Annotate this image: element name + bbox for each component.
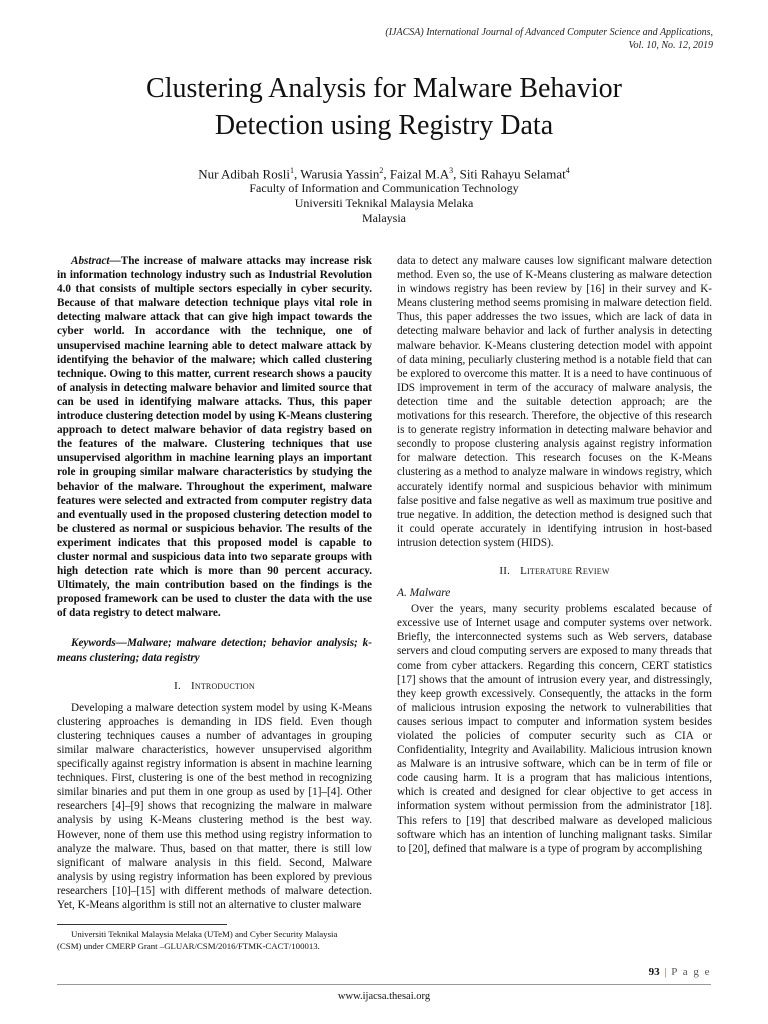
page-number [649,966,711,978]
author-affiliation-mark: 3 [449,166,454,175]
page-number-separator: | [664,966,667,978]
paper-title [40,70,728,144]
author-list: Nur Adibah Rosli$^1$, Warusia Yassin$^2$, Faizal $M.A^3$, Siti Rahayu Selamat$^4$ [198,166,570,182]
author-name: Siti Rahayu Selamat [459,166,566,182]
title-line-1: Clustering Analysis for Malware Behavior [146,73,622,104]
author-affiliation-mark: 1 [289,166,294,175]
section-number: II. [499,564,511,577]
author-name: Faizal M.A [389,166,450,182]
keywords [57,636,372,664]
page-label: P a g e [671,966,711,978]
section-number: I. [174,679,181,692]
left-column [57,254,372,912]
introduction-paragraph-continued: data to detect any malware causes low significant malware detection method. Even so, the use of K-Means clustering as malware detection in windows registry has been review by [16] in their survey and K-Means clustering method seems promising in malware detection field. Thus, this paper addresses the two issues, which are lack of data in detecting malware behavior and lack of further analysis in detecting malware behavior. K-Means clustering detection model with appoint of data mining, peculiarly clustering method is a notable field that can be explored to overcome this matter. It is a need to have continuous of IDS improvement in term of the accuracy of malware analysis, the detection time and the suitable detection approach; are the motivations for this research. Therefore, the objective of this research is to generate registry information in detecting malware behavior and secondly to propose clustering analysis against registry information for malware detection. This research focuses on the K-Means clustering as a method to analyze malware in windows registry, which accurately identify normal and suspicious behavior with minimum false positive and false negative as well as maximum true positive and true negative. In addition, the detection method is designed such that it could operate accurately in identifying intrusion in host-based intrusion detection system (HIDS). [397,255,712,549]
title-line-2: Detection using Registry Data [214,110,554,141]
author-affiliation-mark: 2 [379,166,384,175]
affiliation-faculty: Faculty of Information and Communication Technology [249,181,519,195]
keywords-label: Keywords [71,637,116,650]
affiliation-country: Malaysia [362,211,406,225]
section-title: Literature Review [520,564,610,577]
abstract [57,254,372,620]
section-heading-literature-review [397,564,712,578]
author-name: Warusia Yassin [300,166,380,182]
footer-divider [57,984,711,985]
right-column [397,254,712,856]
abstract-label: Abstract [71,255,110,267]
running-header [253,26,713,52]
journal-volume: Vol. 10, No. 12, 2019 [628,40,713,51]
malware-paragraph: Over the years, many security problems escalated because of excessive use of Internet usage and computer systems over network. Briefly, the interconnected systems such as Web servers, database servers and cloud computing servers are exposed to many threads that come from cyber attackers. Regarding this concern, CERT statistics [17] shows that the amount of intrusion every year, and distressingly, they keep growth excessively. Consequently, the attacks in the form of malicious intrusion exposing the network to vulnerabilities that causes serious impact to computer and information system besides violated the policies of computer security such as CIA or Confidentiality, Integrity and Availability. Malicious intrusion known as Malware is an intrusive software, which can be in term of file or code causing harm. It is a program that has malicious intentions, which is created and designed for clear objective to get access in information system without permission from the administrator [18]. This refers to [19] that described malware as developed malicious software which has an intention of lunching malignant tasks. Similar to [20], defined that malware is a type of program by accomplishing [397,603,712,855]
introduction-paragraph: Developing a malware detection system model by using K-Means clustering approaches is demanding in IDS field. Even though clustering techniques causes a number of advantages in grouping similar malware characteristics, however unsupervised algorithm specifically against registry information is absent in machine learning techniques. First, clustering is one of the best method in recognizing similar binaries and put them in one group as used by [1]–[4]. Other researchers [4]–[9] shows that recognizing the malware in malware analysis by using K-Means clustering method is the best way. However, none of them use this method using registry information to analyze the malware. Thus, based on that matter, there is still low significant of malware analysis in this field. Second, Malware analysis by using registry information has been explored by previous researchers [10]–[15] with different methods of malware detection. Yet, K-Means algorithm is still not an alternative to cluster malware [57,701,372,912]
section-heading-introduction [57,679,372,693]
footnote: Universiti Teknikal Malaysia Melaka (UTeM) and Cyber Security Malaysia (CSM) under CMERP Grant –GLUAR/CSM/2016/FTMK-CACT/100013. [57,929,338,951]
abstract-text: The increase of malware attacks may increase risk in information technology industry such as Industrial Revolution 4.0 that consists of multiple sectors especially in cyber security. Because of that malware detection technique plays vital role in detecting malware attack that can give high impact towards the cyber world. In accordance with the technique, one of unsupervised machine learning able to detect malware attack by identifying the behavior of the malware; which called clustering technique. Owing to this matter, current research shows a paucity of analysis in detecting malware behavior and limited source that can be used in identifying malware attacks. Thus, this paper introduce clustering detection model by using K-Means clustering approach to detect malware behavior of data registry based on the features of the malware. Clustering techniques that use unsupervised algorithm in machine learning plays an important role in grouping similar malware characteristics by studying the behavior of the malware. Throughout the experiment, malware features were selected and extracted from computer registry data and eventually used in the proposed clustering detection model to be clustered as normal or suspicious behavior. The results of the experiment indicates that this proposed model is capable to cluster normal and suspicious data into two separate groups with high detection rate which is more than 90 percent accuracy. Ultimately, the main contribution based on the findings is the proposed framework can be used to cluster the data with the use of data registry to detect malware. [57,255,372,620]
journal-name: (IJACSA) International Journal of Advanced Computer Science and Applications, [385,27,713,38]
section-title: Introduction [190,679,255,692]
keywords-dash: — [115,637,127,650]
affiliation-university: Universiti Teknikal Malaysia Melaka [294,196,474,210]
author-name: Nur Adibah Rosli [198,166,290,182]
subsection-heading-malware: A. Malware [397,587,451,600]
keywords-text: Malware; malware detection; behavior analysis; k-means clustering; data registry [57,637,372,664]
footnote-divider [57,924,227,925]
footer-url: www.ijacsa.thesai.org [337,991,431,1002]
abstract-dash: — [109,255,121,267]
author-affiliation-mark: 4 [565,166,570,175]
affiliation-block [40,181,728,226]
page-number-value: 93 [648,966,660,978]
